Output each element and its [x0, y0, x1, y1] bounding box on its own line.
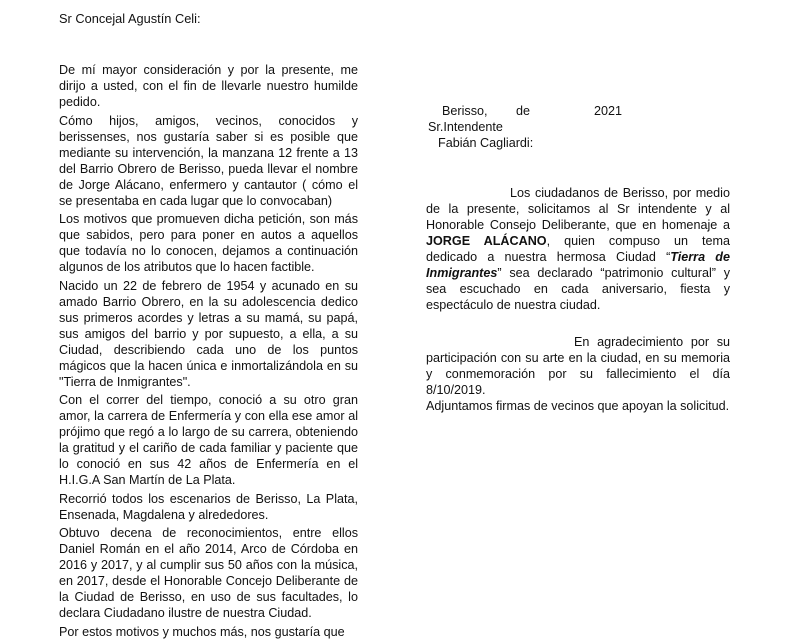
recipient-name: Fabián Cagliardi: — [438, 136, 534, 150]
left-column — [59, 62, 358, 642]
date-de: de — [516, 104, 531, 118]
left-paragraph-1: De mí mayor consideración y por la presente, me dirijo a usted, con el fin de llevarle nuestro humilde pedido. — [59, 63, 358, 109]
honoree-name: JORGE ALÁCANO — [426, 234, 547, 248]
left-paragraph-6: Recorrió todos los escenarios de Berisso, La Plata, Ensenada, Magdalena y alrededores. — [59, 491, 358, 522]
right-paragraph-1 — [426, 185, 730, 313]
date-line — [426, 103, 730, 119]
right-paragraph-1-b: , quien compuso un tema dedicado a nuestra hermosa Ciudad “ — [426, 234, 730, 264]
left-paragraph-2: Cómo hijos, amigos, vecinos, conocidos y berissenses, nos gustaría saber si es posible que mediante su intervención, la manzana 12 frente a 13 del Barrio Obrero de Berisso, pueda llevar el nombre de Jorge Alácano, enfermero y cantautor ( cómo el se presentaba en cada lugar que lo convocaban) — [59, 113, 358, 208]
right-paragraph-3: Adjuntamos firmas de vecinos que apoyan la solicitud. — [426, 399, 730, 413]
right-paragraph-1-a: Los ciudadanos de Berisso, por medio de la presente, solicitamos al Sr intendente y al Honorable Consejo Deliberante, que en homenaje a — [426, 186, 730, 232]
left-paragraph-4: Nacido un 22 de febrero de 1954 y acunado en su amado Barrio Obrero, en la su adolescencia dedico sus primeros acordes y letras a su mamá, su papá, sus amigos del barrio y por supuesto, a ella, a su Ciudad, describiendo cada uno de los puntos mágicos que la hacen única e inmortalizándola en su "Tierra de Inmigrantes". — [59, 278, 358, 389]
left-paragraph-7: Obtuvo decena de reconocimientos, entre ellos Daniel Román en el año 2014, Arco de Córdoba en 2016 y 2017, y al cumplir sus 50 años con la música, en 2017, desde el Honorable Concejo Deliberante de la Ciudad de Berisso, en uso de sus facultades, lo declara Ciudadano ilustre de nuestra Ciudad. — [59, 526, 358, 620]
left-paragraph-5: Con el correr del tiempo, conoció a su otro gran amor, la carrera de Enfermería y con ella ese amor al prójimo que regó a lo largo de su carrera, obteniendo la gratitud y el cariño de cada familiar y paciente que lo conoció en sus 42 años de Enfermería en el H.I.G.A San Martín de La Plata. — [59, 393, 358, 487]
right-paragraph-2: En agradecimiento por su participación con su arte en la ciudad, en su memoria y conmemoración por su fallecimiento el día 8/10/2019. — [426, 335, 730, 397]
date-city: Berisso, — [442, 104, 488, 118]
salutation: Sr Concejal Agustín Celi: — [59, 11, 201, 26]
recipient-title: Sr.Intendente — [428, 120, 503, 134]
left-paragraph-8: Por estos motivos y muchos más, nos gustaría que — [59, 624, 345, 639]
date-year: 2021 — [594, 104, 623, 118]
right-column — [426, 103, 730, 414]
right-paragraph-1-c: ” sea declarado “patrimonio cultural” y sea escuchado en cada aniversario, fiesta y espectáculo de nuestra ciudad. — [426, 266, 730, 312]
song-title: Tierra de Inmigrantes — [426, 250, 730, 280]
left-paragraph-3: Los motivos que promueven dicha petición, son más que sabidos, pero para poner en autos a aquellos que todavía no lo conocen, dejamos a continuación algunos de los atributos que lo hacen factible. — [59, 212, 358, 274]
